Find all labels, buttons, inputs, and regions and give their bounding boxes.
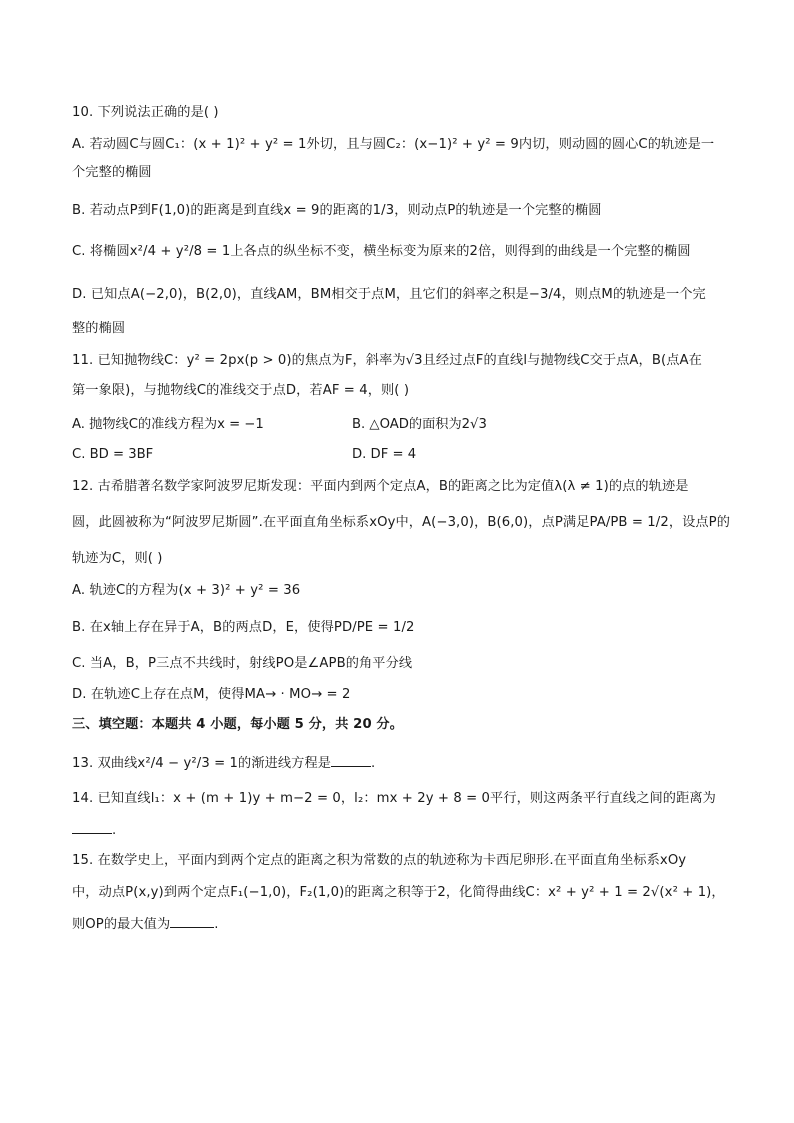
- q10-option-a-line2: 个完整的椭圆: [72, 165, 152, 180]
- q12-option-c: C. 当A，B，P三点不共线时，射线PO是∠APB的角平分线: [72, 656, 413, 671]
- q11-option-c: C. BD = 3BF: [72, 447, 154, 462]
- q12-option-b: B. 在x轴上存在异于A，B的两点D，E，使得PD/PE = 1/2: [72, 620, 415, 635]
- q15-answer-blank[interactable]: [170, 914, 214, 928]
- q15-text: 则OP的最大值为: [72, 917, 171, 932]
- q10-stem: 10. 下列说法正确的是( ): [72, 105, 219, 120]
- q12-stem-line2: 圆，此圆被称为“阿波罗尼斯圆”.在平面直角坐标系xOy中，A(−3,0)，B(6,0)，点P满足PA/PB = 1/2，设点P的: [72, 515, 731, 530]
- q10-option-a-line1: A. 若动圆C与圆C₁：(x + 1)² + y² = 1外切，且与圆C₂：(x−1)² + y² = 9内切，则动圆的圆心C的轨迹是一: [72, 137, 715, 152]
- q10-option-d-line2: 整的椭圆: [72, 321, 126, 336]
- q13-answer-blank[interactable]: [331, 753, 371, 767]
- q14-line1: 14. 已知直线l₁：x + (m + 1)y + m−2 = 0，l₂：mx + 2y + 8 = 0平行，则这两条平行直线之间的距离为: [72, 791, 716, 806]
- q11-stem-line2: 第一象限)，与抛物线C的准线交于点D，若AF = 4，则( ): [72, 383, 410, 398]
- q10-option-c: C. 将椭圆x²/4 + y²/8 = 1上各点的纵坐标不变，横坐标变为原来的2倍，则得到的曲线是一个完整的椭圆: [72, 244, 691, 259]
- q11-option-b: B. △OAD的面积为2√3: [352, 417, 487, 432]
- q14-line2: [72, 820, 116, 840]
- q14-end-mark: .: [112, 823, 117, 838]
- q14-answer-blank[interactable]: [72, 820, 112, 834]
- q15-line2: 中，动点P(x,y)到两个定点F₁(−1,0)，F₂(1,0)的距离之积等于2，化简得曲线C：x² + y² + 1 = 2√(x² + 1)，: [72, 885, 725, 900]
- q15-end-mark: .: [214, 917, 219, 932]
- q12-stem-line3: 轨迹为C，则( ): [72, 551, 163, 566]
- q13: [72, 753, 375, 773]
- q10-option-b: B. 若动点P到F(1,0)的距离是到直线x = 9的距离的1/3，则动点P的轨迹是一个完整的椭圆: [72, 203, 602, 218]
- q11-option-a: A. 抛物线C的准线方程为x = −1: [72, 417, 264, 432]
- q13-text: 13. 双曲线x²/4 − y²/3 = 1的渐进线方程是: [72, 756, 332, 771]
- q15-line1: 15. 在数学史上，平面内到两个定点的距离之积为常数的点的轨迹称为卡西尼卵形.在平面直角坐标系xOy: [72, 853, 687, 868]
- q10-option-d-line1: D. 已知点A(−2,0)，B(2,0)，直线AM，BM相交于点M，且它们的斜率之积是−3/4，则点M的轨迹是一个完: [72, 287, 706, 302]
- q11-option-d: D. DF = 4: [352, 447, 417, 462]
- q13-end-mark: .: [371, 756, 376, 771]
- q12-option-a: A. 轨迹C的方程为(x + 3)² + y² = 36: [72, 583, 301, 598]
- q12-option-d: D. 在轨迹C上存在点M，使得MA→ · MO→ = 2: [72, 687, 351, 702]
- q12-stem-line1: 12. 古希腊著名数学家阿波罗尼斯发现：平面内到两个定点A，B的距离之比为定值λ(λ ≠ 1)的点的轨迹是: [72, 479, 689, 494]
- q15-line3: [72, 914, 219, 934]
- section-3-heading: 三、填空题：本题共 4 小题，每小题 5 分，共 20 分。: [72, 717, 403, 732]
- q11-stem-line1: 11. 已知抛物线C：y² = 2px(p > 0)的焦点为F，斜率为√3且经过点F的直线l与抛物线C交于点A，B(点A在: [72, 353, 702, 368]
